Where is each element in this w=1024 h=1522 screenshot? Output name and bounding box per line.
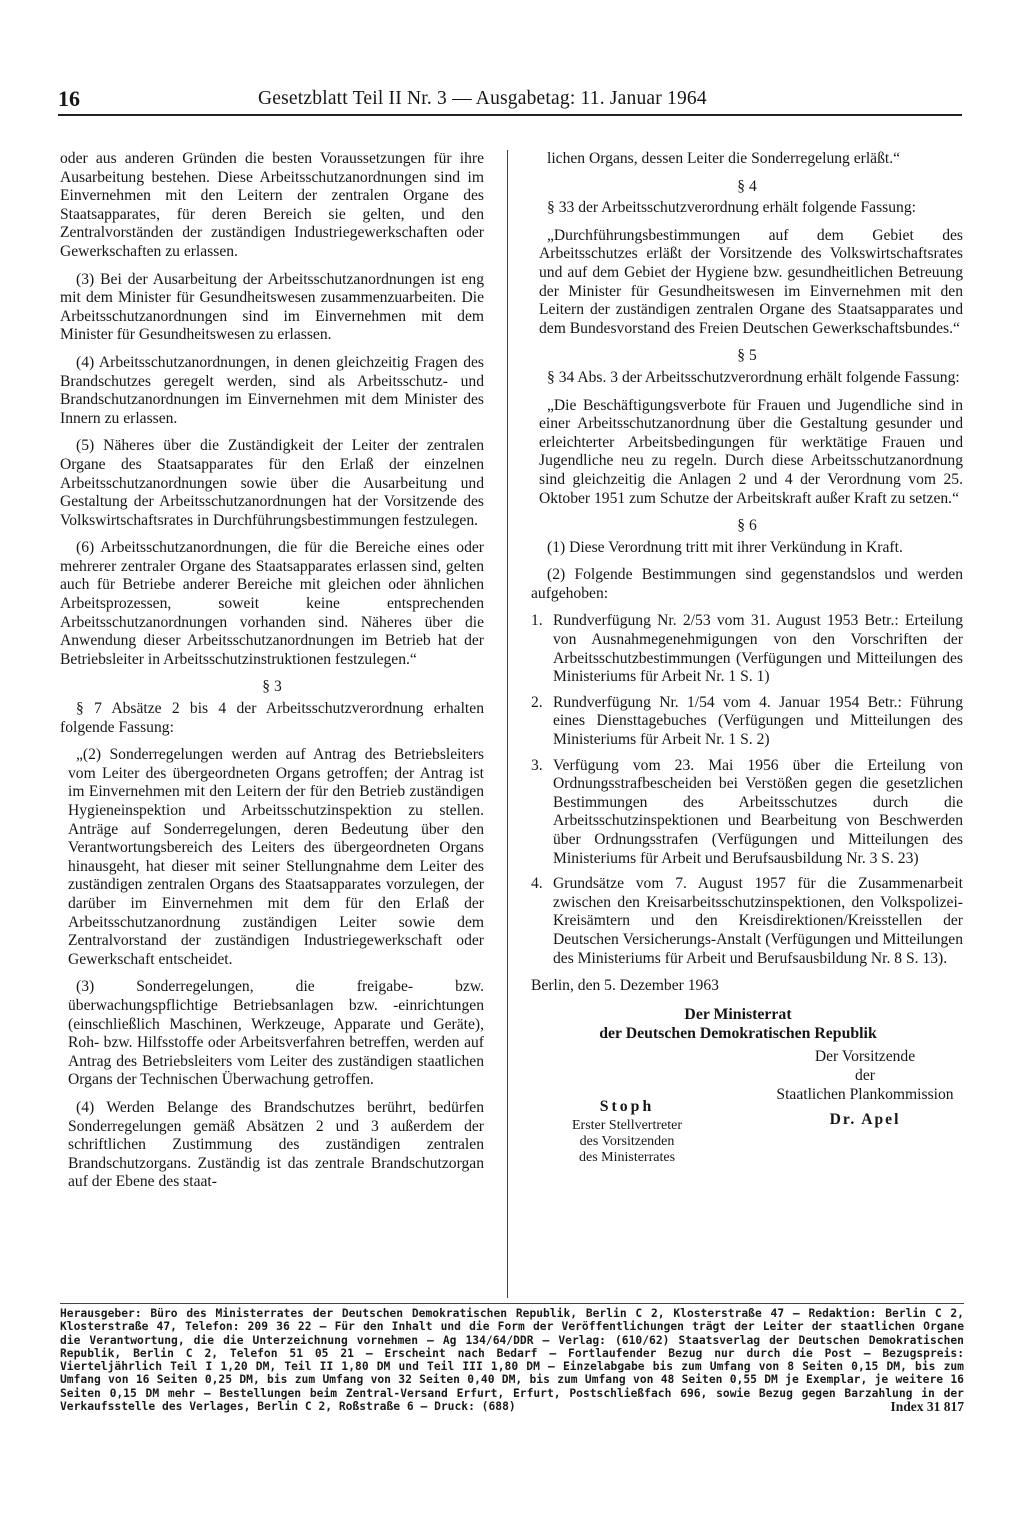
index-number: Index 31 817 <box>890 1399 964 1415</box>
quoted-paragraph: lichen Organs, dessen Leiter die Sonderregelung erläßt.“ <box>547 150 901 167</box>
page-header <box>58 86 962 116</box>
signatory-title: Erster Stellvertreter <box>571 1117 682 1133</box>
left-column <box>60 150 484 1201</box>
signatory-title: der <box>855 1066 875 1084</box>
quoted-paragraph: „Die Beschäftigungsverbote für Frauen und Jugendliche sind in einer Arbeitsschutzanordnung über die Gestaltung gesunder und erleichterter Arbeitsbedingungen für werktätige Frauen und Jugendliche neu zu regeln. Durch diese Arbeitsschutzanordnung sind gleichzeitig die Anlagen 2 und 4 der Verordnung vom 25. Oktober 1951 zum Schutze der Arbeitskraft außer Kraft zu setzen.“ <box>539 396 963 507</box>
signatory-title: des Vorsitzenden <box>579 1133 675 1149</box>
signatory-name: Stoph <box>599 1097 655 1115</box>
list-item-number: 4. <box>531 875 543 893</box>
right-column <box>531 150 963 1168</box>
imprint-footer <box>60 1307 964 1413</box>
signatory-name: Dr. Apel <box>829 1110 901 1128</box>
gazette-title: Gesetzblatt Teil II Nr. 3 — Ausgabetag: 11. Januar 1964 <box>258 88 707 109</box>
quoted-paragraph: (4) Werden Belange des Brandschutzes berührt, bedürfen Sonderregelungen gemäß Absätzen 2 und 3 außerdem der schriftlichen Zustimmung des zuständigen zentralen Brandschutzorgans. Zuständig ist das zentrale Brandschutzorgan auf der Ebene des staat- <box>68 1098 484 1191</box>
issuer-name <box>513 1005 963 1043</box>
paragraph: § 33 der Arbeitsschutzverordnung erhält folgende Fassung: <box>547 199 916 217</box>
signatory-title: des Ministerrates <box>578 1149 676 1165</box>
page-number: 16 <box>58 86 80 111</box>
signatory-stoph <box>537 1099 717 1166</box>
list-item-text: Rundverfügung Nr. 2/53 vom 31. August 1953 Betr.: Erteilung von Ausnahmegenehmigungen von den Vorschriften der Arbeitsschutzbestimmungen (Verfügungen und Mitteilungen des Ministeriums für Arbeit Nr. 1 S. 1) <box>553 612 963 686</box>
list-item <box>531 757 963 869</box>
list-item-number: 3. <box>531 756 543 774</box>
paragraph: (6) Arbeitsschutzanordnungen, die für die Bereiche eines oder mehrerer zentraler Organe des Staatsapparates erlassen sind, gelten auch für Betriebe anderer Bereiche mit gleichen oder ähnlichen Arbeitsprozessen, soweit keine entsprechenden Arbeitsschutzanordnungen vorhanden sind. Näheres über die Anwendung dieser Arbeitsschutzanordnungen im Betrieb hat der Betriebsleiter in Arbeitsschutzinstruktionen festzulegen.“ <box>60 539 484 668</box>
paragraph: (5) Näheres über die Zuständigkeit der Leiter der zentralen Organe des Staatsapparates für den Erlaß der einzelnen Arbeitsschutzanordnungen sowie über die Ausarbeitung und Gestaltung der Arbeitsschutzanordnungen hat der Vorsitzende des Volkswirtschaftsrates in Durchführungsbestimmungen festzulegen. <box>60 437 484 529</box>
signature-block <box>531 1043 963 1168</box>
header-rule <box>58 114 962 116</box>
list-item <box>531 875 963 968</box>
paragraph: § 34 Abs. 3 der Arbeitsschutzverordnung erhält folgende Fassung: <box>547 368 960 386</box>
paragraph: oder aus anderen Gründen die besten Voraussetzungen für ihre Ausarbeitung bestehen. Diese Arbeitsschutzanordnungen sind im Einvernehmen mit den Leitern der zentralen Organe des Staatsapparates, für deren Bereich sie gelten, und den Zentralvorständen der zuständigen Industriegewerkschaften oder Gewerkschaften zu erlassen. <box>60 150 484 260</box>
column-divider <box>507 150 508 1298</box>
paragraph: (4) Arbeitsschutzanordnungen, in denen gleichzeitig Fragen des Brandschutzes geregelt werden, sind als Arbeitsschutz- und Brandschutzanordnungen im Einvernehmen mit dem Minister des Innern zu erlassen. <box>60 353 484 427</box>
issuer-line: Der Ministerrat <box>684 1005 792 1023</box>
list-item-text: Rundverfügung Nr. 1/54 vom 4. Januar 1954 Betr.: Führung eines Diensttagebuches (Verfügungen und Mitteilungen des Ministeriums für Arbeit Nr. 1 S. 2) <box>553 693 963 749</box>
section-heading: § 3 <box>262 678 282 696</box>
signatory-apel <box>765 1047 965 1129</box>
list-item <box>531 694 963 750</box>
place-and-date: Berlin, den 5. Dezember 1963 <box>531 977 719 995</box>
list-item-text: Verfügung vom 23. Mai 1956 über die Erteilung von Ordnungsstrafbescheiden bei Verstößen gegen die gesetzlichen Bestimmungen des Arbeitsschutzes durch die Arbeitsschutzinspektionen und Bearbeitung von Beschwerden über Ordnungsstrafen (Verfügungen und Mitteilungen des Ministeriums für Arbeit und Berufsausbildung Nr. 3 S. 23) <box>553 756 963 867</box>
list-item <box>531 612 963 686</box>
quoted-paragraph: (3) Sonderregelungen, die freigabe- bzw. überwachungspflichtige Betriebsanlagen bzw. -einrichtungen (einschließlich Maschinen, Werkzeuge, Apparate und Geräte), Roh- bzw. Hilfsstoffe oder Arbeitsverfahren betreffen, werden auf Antrag des Betriebsleiters vom Leiter des zuständigen staatlichen Organs der Technischen Überwachung getroffen. <box>68 978 484 1089</box>
list-item-number: 1. <box>531 612 543 630</box>
imprint-text: Herausgeber: Büro des Ministerrates der Deutschen Demokratischen Republik, Berlin C 2, Klosterstraße 47 — Redaktion: Berlin C 2, Klosterstraße 47, Telefon: 209 36 22 — Für den Inhalt und die Form der Veröffentlichungen trägt der Leiter der staatlichen Organe die Verantwortung, die die Unterzeichnung vornehmen — Ag 134/64/DDR — Verlag: (610/62) Staatsverlag der Deutschen Demokratischen Republik, Berlin C 2, Telefon 51 05 21 — Erscheint nach Bedarf — Fortlaufender Bezug nur durch die Post — Bezugspreis: Vierteljährlich Teil I 1,20 DM, Teil II 1,80 DM und Teil III 1,80 DM — Einzelabgabe bis zum Umfang von 8 Seiten 0,15 DM, bis zum Umfang von 16 Seiten 0,25 DM, bis zum Umfang von 32 Seiten 0,40 DM, bis zum Umfang von 48 Seiten 0,55 DM je Exemplar, je weitere 16 Seiten 0,15 DM mehr — Bestellungen beim Zentral-Versand Erfurt, Erfurt, Postschließfach 696, sowie Bezug gegen Barzahlung in der Verkaufsstelle des Verlages, Berlin C 2, Roßstraße 6 — Druck: (688) <box>60 1307 964 1414</box>
issuer-line: der Deutschen Demokratischen Republik <box>599 1024 877 1042</box>
list-item-text: Grundsätze vom 7. August 1957 für die Zusammenarbeit zwischen den Kreisarbeitsschutzinspektionen, den Volkspolizei-Kreisämtern und den Kreisdirektionen/Kreisstellen der Deutschen Versicherungs-Anstalt (Verfügungen und Mitteilungen des Ministeriums für Arbeit und Berufsausbildung Nr. 8 S. 13). <box>553 875 963 967</box>
paragraph: (2) Folgende Bestimmungen sind gegenstandslos und werden aufgehoben: <box>531 566 963 602</box>
section-heading: § 4 <box>737 177 757 195</box>
repealed-provisions-list <box>531 612 963 968</box>
quoted-paragraph: „(2) Sonderregelungen werden auf Antrag des Betriebsleiters vom Leiter des übergeordneten Organs getroffen; der Antrag ist im Einvernehmen mit den Leitern der für den Betrieb zuständigen Hygieneinspektion und Arbeitsschutzinspektion zu stellen. Anträge auf Sonderregelungen, deren Bedeutung über den Verantwortungsbereich des Leiters des übergeordneten Organs hinausgeht, hat dieser mit seiner Stellungnahme dem Leiter des zuständigen zentralen Organs des Staatsapparates vorzulegen, der darüber im Einvernehmen mit dem für den Erlaß der Arbeitsschutzanordnung zuständigen Leiter sowie dem Zentralvorstand der zuständigen Industriegewerkschaft oder Gewerkschaft entscheidet. <box>68 746 484 968</box>
list-item-number: 2. <box>531 693 543 711</box>
paragraph: (3) Bei der Ausarbeitung der Arbeitsschutzanordnungen ist eng mit dem Minister für Gesundheitswesen zusammenzuarbeiten. Die Arbeitsschutzanordnungen sind im Einvernehmen mit dem Minister für Gesundheitswesen zu erlassen. <box>60 270 484 344</box>
paragraph: (1) Diese Verordnung tritt mit ihrer Verkündung in Kraft. <box>547 538 903 556</box>
signatory-title: Der Vorsitzende <box>814 1047 916 1065</box>
signatory-title: Staatlichen Plankommission <box>776 1085 954 1103</box>
quoted-paragraph: „Durchführungsbestimmungen auf dem Gebiet des Arbeitsschutzes erläßt der Vorsitzende des Volkswirtschaftsrates und auf dem Gebiet der Hygiene bzw. gesundheitlichen Betreuung der Minister für Gesundheitswesen im Einvernehmen mit den Leitern der zuständigen zentralen Organe des Staatsapparates und dem Bundesvorstand des Freien Deutschen Gewerkschaftsbundes.“ <box>539 226 963 337</box>
paragraph: § 7 Absätze 2 bis 4 der Arbeitsschutzverordnung erhalten folgende Fassung: <box>60 700 484 736</box>
footer-rule <box>60 1303 964 1304</box>
section-heading: § 5 <box>737 347 757 365</box>
section-heading: § 6 <box>737 517 757 535</box>
